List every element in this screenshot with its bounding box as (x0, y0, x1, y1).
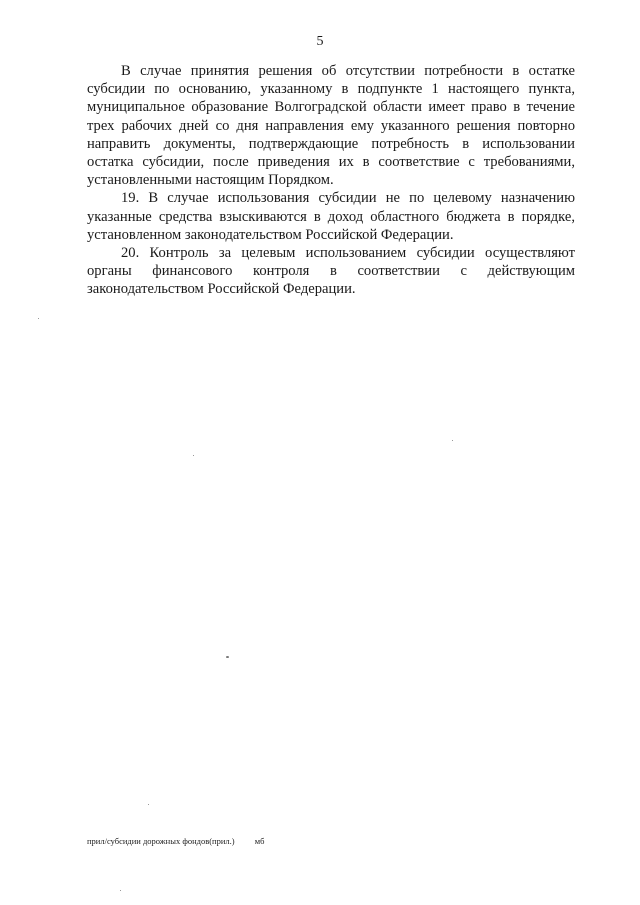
scan-speck (148, 804, 149, 805)
paragraph-remainder-decision: В случае принятия решения об отсутствии потребности в остатке субсидии по основанию, указанному в подпункте 1 настоящего пункта, муниципальное образование Волгоградской области имеет право в течение трех рабочих дней со дня направления ему указанного решения повторно направить документы, подтверждающие потребность в использовании остатка субсидии, после приведения их в соответствие с требованиями, установленными настоящим Порядком. (87, 63, 575, 189)
footer-path: прил/субсидии дорожных фондов(прил.) (87, 836, 235, 846)
paragraph-20-control: 20. Контроль за целевым использованием субсидии осуществляют органы финансового контроля в соответствии с действующим законодательством Российской Федерации. (87, 245, 575, 298)
scan-speck (120, 890, 121, 891)
scan-speck (38, 318, 39, 319)
scan-speck (226, 656, 229, 658)
scan-speck (452, 440, 453, 441)
paragraph-19-misuse: 19. В случае использования субсидии не по целевому назначению указанные средства взыскиваются в доход областного бюджета в порядке, установленном законодательством Российской Федерации. (87, 190, 575, 243)
document-body (87, 62, 575, 299)
scan-speck (193, 455, 194, 456)
footer-file-reference (87, 836, 264, 846)
footer-code: мб (254, 836, 265, 846)
page-number: 5 (316, 34, 324, 49)
